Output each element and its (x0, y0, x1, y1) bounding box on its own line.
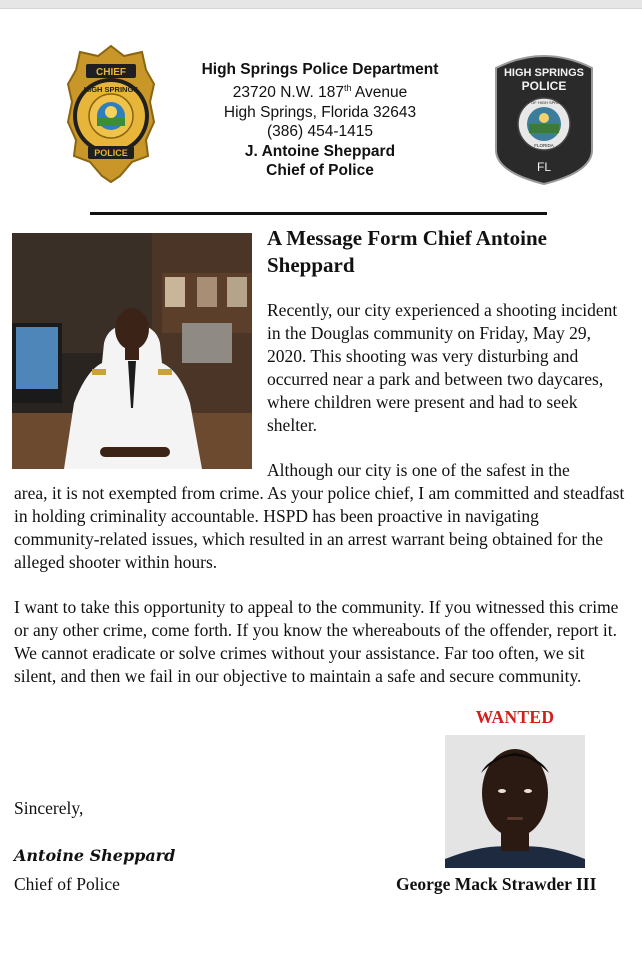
patch-seal-state: FLORIDA (534, 143, 554, 148)
patch-seal-text: CITY OF HIGH SPRINGS (521, 100, 567, 105)
chief-name: J. Antoine Sheppard (244, 142, 396, 160)
chief-badge-bottom-text: POLICE (94, 148, 128, 158)
chief-signature: Antoine Sheppard (14, 846, 176, 865)
department-city: High Springs, Florida 32643 (223, 103, 417, 121)
article-paragraph-2-lead: Although our city is one of the safest in the (267, 460, 570, 480)
address-number: 23720 N.W. 187 (232, 84, 344, 102)
article-paragraph-2: area, it is not exempted from crime. As your police chief, I am committed and steadfast in holding criminality accountable. HSPD has been proactive in navigating community-related issues, which resulted in an arrest warrant being obtained for the alleged shooter within hours. (14, 483, 625, 572)
address-street: Avenue (351, 84, 408, 102)
patch-state-text: FL (536, 160, 552, 174)
police-patch-icon (488, 50, 600, 186)
closing-sincerely: Sincerely, (14, 798, 84, 818)
wanted-label: WANTED (475, 707, 555, 727)
patch-sub-text: POLICE (521, 79, 567, 93)
suspect-photo (445, 735, 585, 868)
top-bar (0, 0, 642, 9)
chief-badge-top-text: CHIEF (96, 67, 126, 78)
address-suffix: th (343, 83, 352, 94)
patch-top-text: HIGH SPRINGS (503, 67, 585, 79)
chief-badge-icon (66, 44, 156, 184)
department-name: High Springs Police Department (201, 61, 439, 78)
chief-photo (12, 233, 252, 469)
article-title: A Message Form Chief Antoine Sheppard (267, 226, 547, 277)
chief-title: Chief of Police (266, 162, 374, 180)
department-address (150, 79, 490, 103)
department-header (150, 60, 490, 181)
closing-title: Chief of Police (14, 874, 120, 894)
article-paragraph-3: I want to take this opportunity to appeal to the community. If you witnessed this crime or any other crime, come forth. If you know the whereabouts of the offender, report it. We cannot eradicate or solve crimes without your assistance. Far too often, we sit silent, and then we fail in our objective to maintain a safe and secure community. (14, 597, 619, 686)
chief-badge-ring-text: HIGH SPRINGS (83, 85, 139, 94)
suspect-name: George Mack Strawder III (396, 874, 597, 894)
header-divider (90, 212, 547, 215)
department-phone: (386) 454-1415 (267, 123, 373, 141)
article-paragraph-1: Recently, our city experienced a shooting incident in the Douglas community on Friday, May 29, 2020. This shooting was very disturbing and occurred near a park and between two daycares, where children were present and had to seek shelter. (267, 300, 618, 435)
